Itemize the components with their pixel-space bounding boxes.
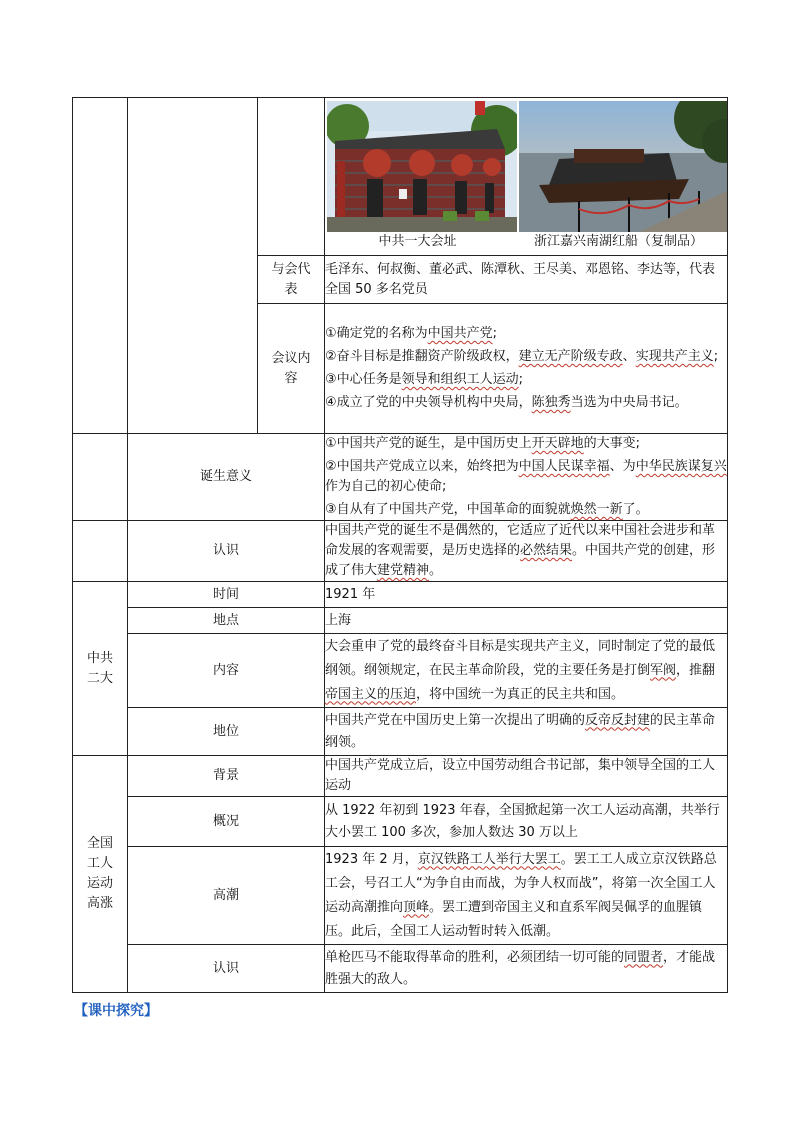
content-text: 大会重申了党的最终奋斗目标是实现共产主义，同时制定了党的最低纲领。纲领规定，在民主革命阶段，党的主要任务是打倒军阀，推翻帝国主义的压迫，将中国统一为真正的民主共和国。	[325, 634, 728, 708]
photo-cell	[325, 98, 728, 256]
significance-item: ①中国共产党的诞生，是中国历史上开天辟地的大事变;	[325, 436, 641, 451]
empty-cell	[128, 98, 258, 434]
second-congress-title: 中共二大	[73, 582, 128, 756]
empty-cell	[73, 434, 128, 521]
labor-recognition-text: 单枪匹马不能取得革命的胜利，必须团结一切可能的同盟者，才能战胜强大的敌人。	[325, 945, 728, 993]
labor-recognition-label: 认识	[128, 945, 325, 993]
status-label: 地位	[128, 708, 325, 756]
labor-overview-row	[73, 797, 728, 847]
place-value: 上海	[325, 608, 728, 634]
background-label: 背景	[128, 756, 325, 797]
site-photo-caption: 中共一大会址	[378, 234, 457, 249]
congress-site-photo	[327, 101, 517, 232]
empty-cell	[258, 98, 325, 256]
time-label: 时间	[128, 582, 325, 608]
climax-label: 高潮	[128, 847, 325, 945]
time-value: 1921 年	[325, 582, 728, 608]
boat-photo-caption: 浙江嘉兴南湖红船（复制品）	[533, 234, 703, 249]
attendees-text: 毛泽东、何叔衡、董必武、陈潭秋、王尽美、邓恩铭、李达等，代表全国 50 多名党员	[325, 256, 728, 304]
recognition-row	[73, 521, 728, 582]
significance-item: ③自从有了中国共产党，中国革命的面貌就焕然一新了。	[325, 502, 649, 517]
content-item: ③中心任务是领导和组织工人运动;	[325, 372, 524, 387]
content-item: ①确定党的名称为中国共产党;	[325, 326, 498, 341]
second-congress-place-row	[73, 608, 728, 634]
recognition-text: 中国共产党的诞生不是偶然的，它适应了近代以来中国社会进步和革命发展的客观需要，是历史选择的必然结果。中国共产党的创建，形成了伟大建党精神。	[325, 521, 728, 582]
labor-background-row	[73, 756, 728, 797]
significance-label: 诞生意义	[128, 434, 325, 521]
place-label: 地点	[128, 608, 325, 634]
significance-text	[325, 434, 728, 521]
content-item: ④成立了党的中央领导机构中央局，陈独秀当选为中央局书记。	[325, 395, 688, 410]
overview-label: 概况	[128, 797, 325, 847]
section-title: 【课中探究】	[74, 1003, 158, 1019]
recognition-label: 认识	[128, 521, 325, 582]
second-congress-content-row	[73, 634, 728, 708]
photo-row	[73, 98, 728, 256]
empty-cell	[73, 98, 128, 434]
significance-row	[73, 434, 728, 521]
significance-item: ②中国共产党成立以来，始终把为中国人民谋幸福、为中华民族谋复兴作为自己的初心使命;	[325, 459, 727, 494]
red-boat-photo	[519, 101, 727, 232]
labor-climax-row	[73, 847, 728, 945]
second-congress-time-row	[73, 582, 728, 608]
overview-text: 从 1922 年初到 1923 年春，全国掀起第一次工人运动高潮，共举行大小罢工 100 多次，参加人数达 30 万以上	[325, 797, 728, 847]
content-label: 内容	[128, 634, 325, 708]
empty-cell	[73, 521, 128, 582]
knowledge-table	[72, 97, 728, 993]
attendees-label: 与会代表	[258, 256, 325, 304]
meeting-content-text	[325, 304, 728, 434]
climax-text: 1923 年 2 月，京汉铁路工人举行大罢工。罢工工人成立京汉铁路总工会，号召工人“为争自由而战，为争人权而战”，将第一次全国工人运动高潮推向顶峰。罢工遭到帝国主义和直系军阀吴佩孚的血腥镇压。此后，全国工人运动暂时转入低潮。	[325, 847, 728, 945]
labor-title: 全国工人运动高涨	[73, 756, 128, 993]
background-text: 中国共产党成立后，设立中国劳动组合书记部，集中领导全国的工人运动	[325, 756, 728, 797]
meeting-content-label: 会议内容	[258, 304, 325, 434]
status-text: 中国共产党在中国历史上第一次提出了明确的反帝反封建的民主革命纲领。	[325, 708, 728, 756]
labor-recognition-row	[73, 945, 728, 993]
content-item: ②奋斗目标是推翻资产阶级政权，建立无产阶级专政、实现共产主义;	[325, 349, 719, 364]
second-congress-status-row	[73, 708, 728, 756]
